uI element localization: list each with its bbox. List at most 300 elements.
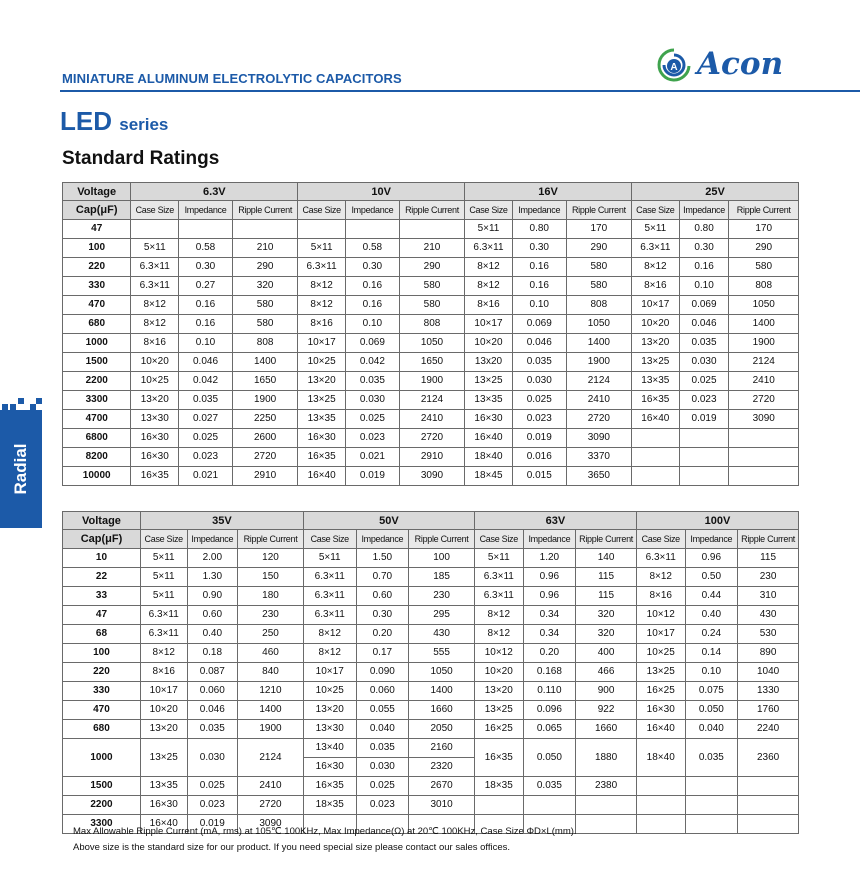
ripple-current-cell: 1210 (238, 682, 304, 701)
case-size-cell: 8×16 (298, 315, 346, 334)
case-size-cell: 6.3×11 (131, 277, 179, 296)
ripple-current-cell: 320 (576, 625, 637, 644)
table-row (63, 467, 799, 486)
case-size-cell: 8×12 (140, 644, 187, 663)
case-size-cell: 5×11 (632, 220, 680, 239)
case-size-cell: 10×17 (465, 315, 513, 334)
series-title (60, 106, 168, 137)
voltage-header: 6.3V (131, 183, 298, 201)
case-size-cell: 13×20 (140, 720, 187, 739)
ripple-current-cell: 170 (729, 220, 799, 239)
case-size-cell: 16×35 (474, 739, 523, 777)
case-size-cell: 6.3×11 (303, 587, 356, 606)
ripple-current-cell: 2720 (232, 448, 297, 467)
impedance-cell (685, 777, 738, 796)
impedance-cell: 0.10 (345, 315, 399, 334)
column-subheader-row (63, 201, 799, 220)
ripple-current-cell: 3090 (238, 815, 304, 834)
ripple-current-header: Ripple Current (729, 201, 799, 220)
case-size-cell: 16×30 (131, 448, 179, 467)
impedance-cell: 0.016 (512, 448, 566, 467)
ripple-current-cell: 120 (238, 549, 304, 568)
ripple-current-cell: 3010 (409, 796, 475, 815)
ripple-current-cell (738, 815, 799, 834)
ripple-current-cell: 2670 (409, 777, 475, 796)
voltage-header: 63V (474, 512, 636, 530)
case-size-cell: 10×12 (636, 606, 685, 625)
ripple-current-cell: 466 (576, 663, 637, 682)
table-row (63, 625, 799, 644)
impedance-cell: 0.035 (356, 739, 409, 758)
ripple-current-cell: 1660 (409, 701, 475, 720)
case-size-cell: 5×11 (140, 587, 187, 606)
ripple-current-cell: 1050 (729, 296, 799, 315)
section-title: Standard Ratings (62, 148, 220, 169)
case-size-cell: 13×35 (140, 777, 187, 796)
cap-value: 1000 (63, 334, 131, 353)
ripple-current-cell: 2160 (409, 739, 475, 758)
ripple-current-cell: 210 (399, 239, 464, 258)
table-row (63, 448, 799, 467)
ripple-current-cell (738, 777, 799, 796)
case-size-cell: 8×16 (632, 277, 680, 296)
ripple-current-cell: 2240 (738, 720, 799, 739)
case-size-cell: 16×25 (474, 720, 523, 739)
ripple-current-cell: 2910 (399, 448, 464, 467)
table-row (63, 391, 799, 410)
impedance-cell: 0.025 (679, 372, 729, 391)
case-size-cell: 13×25 (474, 701, 523, 720)
case-size-cell: 5×11 (465, 220, 513, 239)
case-size-header: Case Size (131, 201, 179, 220)
impedance-cell: 0.069 (679, 296, 729, 315)
case-size-cell: 13×20 (474, 682, 523, 701)
impedance-cell: 2.00 (187, 549, 238, 568)
ripple-current-cell: 230 (409, 587, 475, 606)
impedance-cell: 1.50 (356, 549, 409, 568)
case-size-cell: 16×35 (303, 777, 356, 796)
series-suffix: series (119, 115, 169, 134)
footnote-special-size: Above size is the standard size for our product. If you need special size please contact our sales offices. (73, 842, 511, 853)
table-row (63, 277, 799, 296)
impedance-cell: 0.24 (685, 625, 738, 644)
case-size-cell: 16×30 (303, 758, 356, 777)
case-size-header: Case Size (474, 530, 523, 549)
impedance-cell: 0.023 (187, 796, 238, 815)
impedance-cell: 0.110 (523, 682, 576, 701)
series-name: LED (60, 106, 112, 136)
category-title: MINIATURE ALUMINUM ELECTROLYTIC CAPACITORS (62, 71, 402, 86)
ripple-current-cell: 2124 (238, 739, 304, 777)
case-size-cell: 18×35 (474, 777, 523, 796)
case-size-cell: 13x20 (465, 353, 513, 372)
table-row (63, 739, 799, 758)
ripple-current-cell: 1400 (566, 334, 631, 353)
ripple-current-cell: 100 (409, 549, 475, 568)
ripple-current-header: Ripple Current (232, 201, 297, 220)
case-size-cell (636, 796, 685, 815)
table-row (63, 701, 799, 720)
ripple-current-cell: 170 (566, 220, 631, 239)
case-size-cell: 13×20 (632, 334, 680, 353)
case-size-cell: 6.3×11 (636, 549, 685, 568)
ripple-current-cell: 2600 (232, 429, 297, 448)
impedance-cell (685, 815, 738, 834)
ripple-current-cell: 1880 (576, 739, 637, 777)
table-row (63, 777, 799, 796)
ripple-current-cell: 580 (232, 315, 297, 334)
ripple-current-cell (729, 467, 799, 486)
case-size-cell: 16×40 (632, 410, 680, 429)
table-row (63, 682, 799, 701)
impedance-header: Impedance (679, 201, 729, 220)
case-size-cell: 10×20 (632, 315, 680, 334)
impedance-cell: 0.10 (679, 277, 729, 296)
impedance-cell: 0.087 (187, 663, 238, 682)
ripple-current-cell: 2124 (399, 391, 464, 410)
impedance-cell: 0.168 (523, 663, 576, 682)
case-size-header: Case Size (465, 201, 513, 220)
case-size-cell: 6.3×11 (474, 587, 523, 606)
impedance-cell: 0.069 (512, 315, 566, 334)
case-size-cell: 5×11 (140, 568, 187, 587)
ripple-current-header: Ripple Current (399, 201, 464, 220)
cap-value: 220 (63, 663, 141, 682)
brand-logo (655, 46, 795, 88)
ripple-current-cell: 1650 (399, 353, 464, 372)
cap-value: 10000 (63, 467, 131, 486)
impedance-cell: 0.14 (685, 644, 738, 663)
case-size-cell: 16×40 (298, 467, 346, 486)
impedance-cell: 0.44 (685, 587, 738, 606)
impedance-cell: 0.035 (685, 739, 738, 777)
case-size-cell: 5×11 (303, 549, 356, 568)
ripple-current-cell: 2720 (566, 410, 631, 429)
ripple-current-cell: 3090 (729, 410, 799, 429)
case-size-cell: 16×40 (636, 720, 685, 739)
cap-value: 470 (63, 701, 141, 720)
impedance-cell: 0.50 (685, 568, 738, 587)
cap-value: 6800 (63, 429, 131, 448)
impedance-cell: 0.58 (179, 239, 233, 258)
case-size-cell: 6.3×11 (465, 239, 513, 258)
ripple-current-cell: 430 (409, 625, 475, 644)
ripple-current-cell: 808 (729, 277, 799, 296)
ripple-current-cell: 115 (576, 587, 637, 606)
cap-value: 680 (63, 315, 131, 334)
impedance-cell (679, 448, 729, 467)
ripple-current-cell: 2410 (238, 777, 304, 796)
case-size-cell: 10×12 (474, 644, 523, 663)
ripple-current-cell: 1050 (566, 315, 631, 334)
ripple-current-cell: 1400 (729, 315, 799, 334)
ripple-current-cell: 890 (738, 644, 799, 663)
impedance-cell (345, 220, 399, 239)
impedance-cell: 0.16 (679, 258, 729, 277)
impedance-cell: 0.96 (523, 568, 576, 587)
ripple-current-cell: 295 (409, 606, 475, 625)
impedance-cell: 0.042 (345, 353, 399, 372)
ripple-current-cell: 2720 (399, 429, 464, 448)
case-size-cell: 18×45 (465, 467, 513, 486)
header-rule (60, 90, 860, 92)
impedance-cell: 0.023 (179, 448, 233, 467)
cap-value: 1000 (63, 739, 141, 777)
ripple-current-cell: 250 (238, 625, 304, 644)
ripple-current-cell: 1900 (238, 720, 304, 739)
case-size-cell: 13×25 (140, 739, 187, 777)
impedance-cell: 0.023 (679, 391, 729, 410)
impedance-cell (679, 467, 729, 486)
voltage-header: 35V (140, 512, 303, 530)
impedance-cell: 1.30 (187, 568, 238, 587)
case-size-cell: 13×25 (465, 372, 513, 391)
ripple-current-cell: 1400 (409, 682, 475, 701)
impedance-header: Impedance (512, 201, 566, 220)
case-size-cell: 6.3×11 (303, 606, 356, 625)
case-size-cell: 10×17 (298, 334, 346, 353)
ripple-current-cell: 230 (738, 568, 799, 587)
tab-decoration (0, 396, 42, 410)
table-row (63, 568, 799, 587)
table-row (63, 606, 799, 625)
case-size-cell (632, 429, 680, 448)
ripple-current-cell: 900 (576, 682, 637, 701)
case-size-cell: 8×12 (474, 606, 523, 625)
case-size-cell: 8×12 (474, 625, 523, 644)
impedance-cell (685, 796, 738, 815)
impedance-cell: 0.58 (345, 239, 399, 258)
impedance-cell: 0.10 (685, 663, 738, 682)
impedance-cell: 0.025 (179, 429, 233, 448)
table-row (63, 644, 799, 663)
impedance-cell: 0.16 (179, 315, 233, 334)
ripple-current-cell (576, 796, 637, 815)
cap-value: 100 (63, 239, 131, 258)
ripple-current-cell: 555 (409, 644, 475, 663)
ripple-current-cell: 580 (729, 258, 799, 277)
impedance-cell: 0.30 (179, 258, 233, 277)
cap-value: 33 (63, 587, 141, 606)
ripple-current-cell: 2380 (576, 777, 637, 796)
ripple-current-cell: 290 (399, 258, 464, 277)
case-size-cell: 8×12 (303, 644, 356, 663)
impedance-header: Impedance (179, 201, 233, 220)
case-size-cell (636, 815, 685, 834)
voltage-header: 100V (636, 512, 798, 530)
case-size-cell: 6.3×11 (632, 239, 680, 258)
case-size-cell: 10×17 (632, 296, 680, 315)
ripple-current-cell: 2124 (729, 353, 799, 372)
ripple-current-cell: 460 (238, 644, 304, 663)
case-size-cell (298, 220, 346, 239)
ripple-current-cell: 2410 (566, 391, 631, 410)
case-size-header: Case Size (636, 530, 685, 549)
ripple-current-cell: 2910 (232, 467, 297, 486)
case-size-cell: 13×25 (632, 353, 680, 372)
ripple-current-cell: 1040 (738, 663, 799, 682)
case-size-cell: 5×11 (131, 239, 179, 258)
impedance-cell: 0.035 (679, 334, 729, 353)
case-size-cell: 13×35 (298, 410, 346, 429)
impedance-cell: 0.050 (685, 701, 738, 720)
impedance-cell: 0.30 (356, 606, 409, 625)
ripple-current-cell: 3090 (399, 467, 464, 486)
ripple-current-cell: 2720 (729, 391, 799, 410)
impedance-cell: 0.069 (345, 334, 399, 353)
acon-swirl-logo-icon (655, 46, 693, 86)
impedance-cell: 0.019 (345, 467, 399, 486)
ripple-current-cell (729, 448, 799, 467)
case-size-cell: 8×16 (636, 587, 685, 606)
impedance-cell: 0.10 (512, 296, 566, 315)
cap-value: 10 (63, 549, 141, 568)
case-size-cell: 18×40 (465, 448, 513, 467)
ripple-current-cell: 2410 (399, 410, 464, 429)
ripple-current-cell: 1900 (232, 391, 297, 410)
case-size-cell: 8×12 (298, 296, 346, 315)
case-size-cell (632, 448, 680, 467)
ripple-current-cell: 580 (399, 296, 464, 315)
impedance-cell: 0.046 (187, 701, 238, 720)
table-row (63, 720, 799, 739)
ripple-current-cell: 3370 (566, 448, 631, 467)
impedance-header: Impedance (523, 530, 576, 549)
impedance-cell: 0.075 (685, 682, 738, 701)
impedance-cell: 0.16 (345, 277, 399, 296)
ripple-current-cell: 1650 (232, 372, 297, 391)
impedance-header: Impedance (685, 530, 738, 549)
table-row (63, 410, 799, 429)
ripple-current-cell: 530 (738, 625, 799, 644)
impedance-cell: 0.019 (187, 815, 238, 834)
ripple-current-cell (729, 429, 799, 448)
case-size-header: Case Size (303, 530, 356, 549)
impedance-cell: 0.80 (679, 220, 729, 239)
case-size-cell: 6.3×11 (131, 258, 179, 277)
ripple-current-cell: 210 (232, 239, 297, 258)
impedance-cell: 0.40 (187, 625, 238, 644)
case-size-cell: 5×11 (140, 549, 187, 568)
impedance-cell: 0.019 (512, 429, 566, 448)
case-size-cell: 16×35 (131, 467, 179, 486)
ripple-current-cell: 2410 (729, 372, 799, 391)
cap-value: 3300 (63, 815, 141, 834)
impedance-cell: 0.060 (187, 682, 238, 701)
ripple-current-cell: 230 (238, 606, 304, 625)
ripple-current-header: Ripple Current (738, 530, 799, 549)
voltage-header: 10V (298, 183, 465, 201)
case-size-cell: 8×12 (632, 258, 680, 277)
ripple-current-cell: 3650 (566, 467, 631, 486)
ripple-current-cell: 140 (576, 549, 637, 568)
impedance-cell: 0.27 (179, 277, 233, 296)
impedance-cell: 0.030 (187, 739, 238, 777)
case-size-cell: 8×12 (131, 296, 179, 315)
case-size-cell: 8×16 (140, 663, 187, 682)
impedance-cell: 0.20 (523, 644, 576, 663)
logo-text: Acon (697, 46, 784, 82)
ripple-current-cell: 808 (566, 296, 631, 315)
case-size-cell: 13×40 (303, 739, 356, 758)
impedance-cell: 0.90 (187, 587, 238, 606)
ripple-current-cell: 840 (238, 663, 304, 682)
impedance-cell: 0.16 (345, 296, 399, 315)
impedance-cell: 0.18 (187, 644, 238, 663)
ripple-current-cell: 580 (566, 277, 631, 296)
ripple-current-header: Ripple Current (576, 530, 637, 549)
impedance-cell: 0.096 (523, 701, 576, 720)
impedance-header: Impedance (187, 530, 238, 549)
impedance-cell: 0.16 (179, 296, 233, 315)
case-size-cell: 10×20 (474, 663, 523, 682)
case-size-cell: 10×25 (131, 372, 179, 391)
case-size-cell: 10×25 (298, 353, 346, 372)
cap-value: 1500 (63, 353, 131, 372)
impedance-cell: 0.030 (356, 758, 409, 777)
impedance-cell: 0.17 (356, 644, 409, 663)
impedance-header: Impedance (345, 201, 399, 220)
impedance-cell: 0.025 (187, 777, 238, 796)
impedance-cell: 0.30 (512, 239, 566, 258)
impedance-cell: 0.80 (512, 220, 566, 239)
ripple-current-cell: 180 (238, 587, 304, 606)
case-size-cell: 5×11 (474, 549, 523, 568)
ripple-current-cell: 1900 (399, 372, 464, 391)
impedance-cell: 0.027 (179, 410, 233, 429)
case-size-cell: 8×12 (131, 315, 179, 334)
ripple-current-cell: 2360 (738, 739, 799, 777)
case-size-cell: 10×20 (131, 353, 179, 372)
cap-label: Cap(μF) (63, 201, 131, 220)
case-size-cell: 10×25 (636, 644, 685, 663)
ripple-current-cell: 400 (576, 644, 637, 663)
case-size-cell: 18×40 (636, 739, 685, 777)
voltage-label: Voltage (63, 512, 141, 530)
case-size-cell: 6.3×11 (298, 258, 346, 277)
ripple-current-cell: 808 (399, 315, 464, 334)
ripple-current-cell (576, 815, 637, 834)
ripple-current-header: Ripple Current (566, 201, 631, 220)
ripple-current-cell: 922 (576, 701, 637, 720)
footnote-conditions: Max Allowable Ripple Current (mA, rms) at 105℃ 100KHz, Max Impedance(Ω) at 20℃ 100KHz, Case Size ΦD×L(mm). (73, 826, 577, 837)
impedance-cell: 0.046 (179, 353, 233, 372)
cap-value: 3300 (63, 391, 131, 410)
table-row (63, 549, 799, 568)
ripple-current-cell: 580 (566, 258, 631, 277)
svg-text:A: A (670, 62, 678, 73)
ripple-current-cell: 310 (738, 587, 799, 606)
ripple-current-cell: 3090 (566, 429, 631, 448)
case-size-cell: 6.3×11 (140, 625, 187, 644)
case-size-cell: 13×20 (298, 372, 346, 391)
impedance-cell: 0.023 (356, 796, 409, 815)
ripple-current-cell: 115 (738, 549, 799, 568)
ripple-current-cell: 1400 (232, 353, 297, 372)
case-size-cell: 13×25 (298, 391, 346, 410)
ripple-current-header: Ripple Current (409, 530, 475, 549)
case-size-cell: 5×11 (298, 239, 346, 258)
cap-value: 470 (63, 296, 131, 315)
case-size-cell: 13×25 (636, 663, 685, 682)
cap-value: 330 (63, 277, 131, 296)
case-size-cell: 8×16 (465, 296, 513, 315)
ripple-current-cell: 115 (576, 568, 637, 587)
impedance-cell: 0.035 (187, 720, 238, 739)
impedance-cell: 0.030 (345, 391, 399, 410)
ripple-current-cell: 320 (576, 606, 637, 625)
table-row (63, 663, 799, 682)
